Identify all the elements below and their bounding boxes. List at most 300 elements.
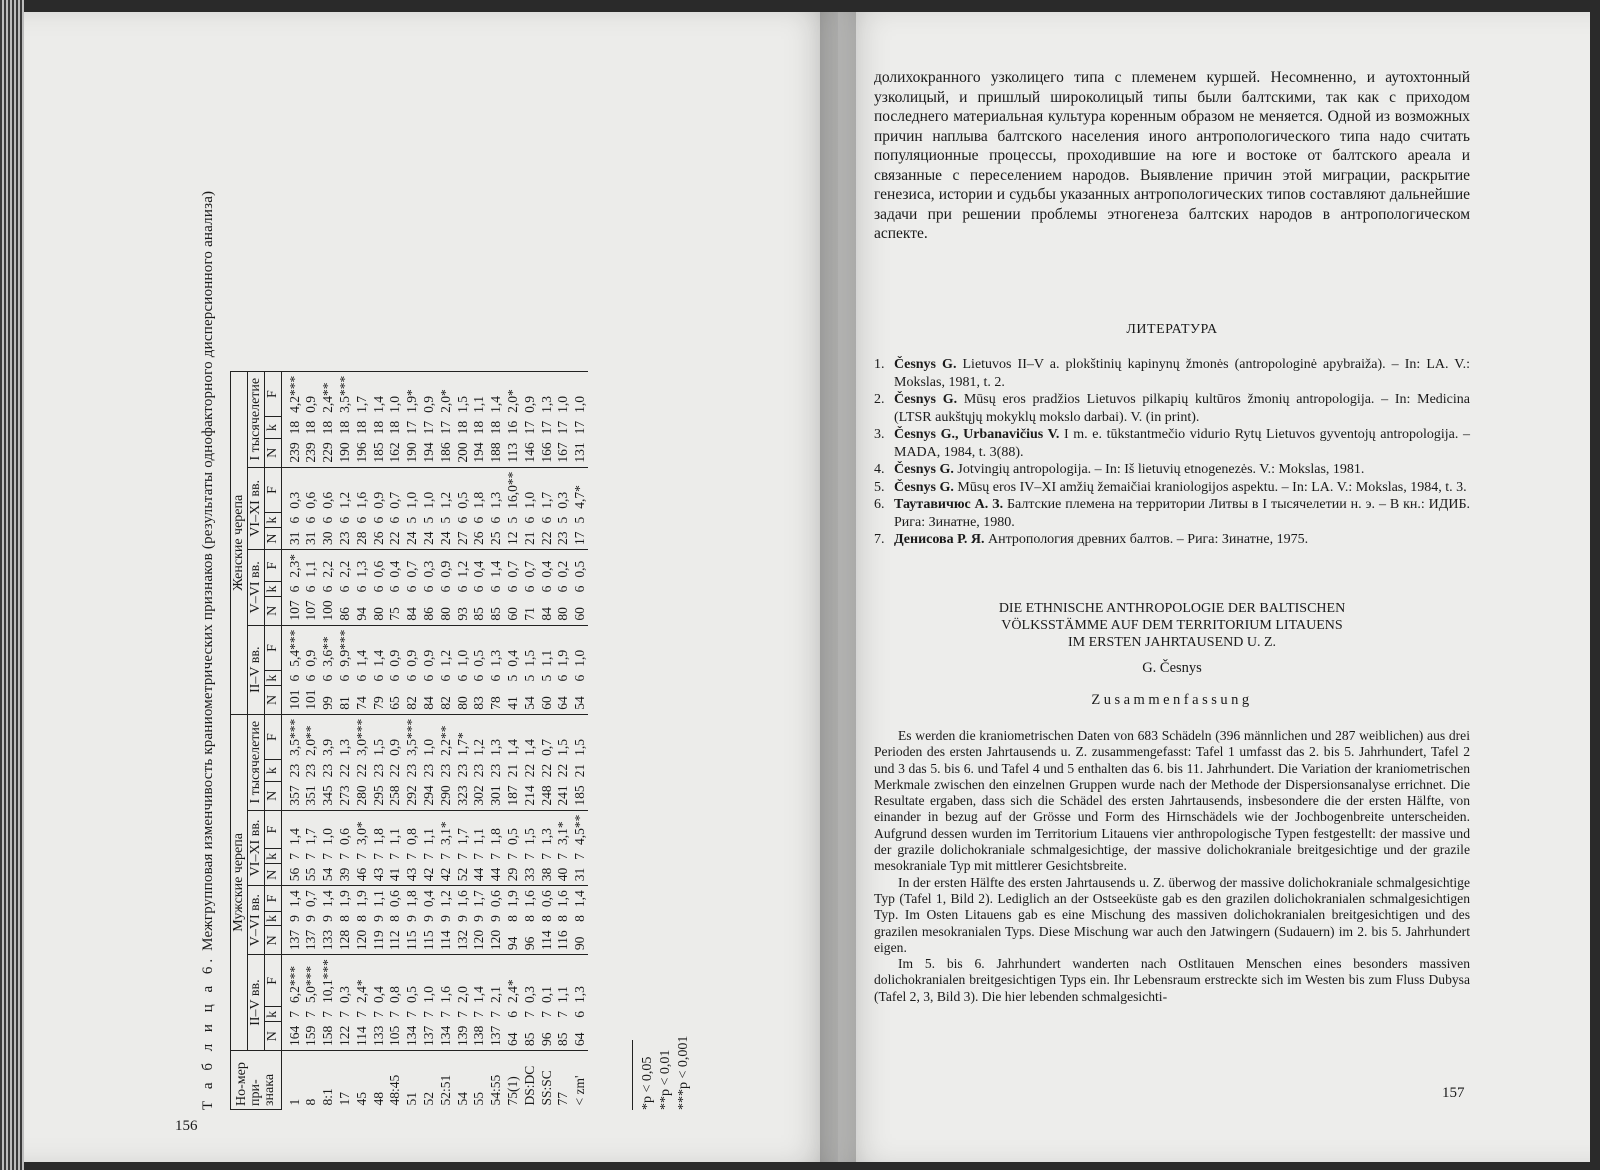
f-cell: 2,4* (504, 955, 521, 1007)
table-caption (200, 110, 217, 1110)
n-cell: 12 (505, 531, 520, 545)
n-cell: 27 (454, 531, 470, 545)
k-cell: 7 (538, 853, 554, 860)
f-cell: 2,2 (336, 550, 353, 582)
f-cell: 3,0*** (353, 714, 370, 760)
reference-text: I m. e. tūkstantmečio vidurio Rytų Lietuvos gyventojų antropologija. – MADA, 1984, t. 3(88). (894, 427, 1470, 460)
f-cell: 3,1* (555, 810, 572, 849)
n-cell: 302 (471, 785, 487, 806)
k-cell: 9 (404, 915, 420, 922)
k-cell: 17 (572, 420, 588, 435)
n-cell: 345 (320, 785, 336, 806)
k-cell: 8 (337, 915, 353, 922)
k-cell: 23 (488, 763, 504, 778)
f-cell: 0,5 (454, 467, 471, 513)
n-cell: 241 (555, 785, 571, 806)
k-cell: 7 (370, 1011, 386, 1018)
table-row (555, 371, 572, 1109)
craniometric-table (230, 371, 588, 1110)
k-cell: 7 (286, 853, 302, 860)
n-cell: 158 (320, 1025, 336, 1046)
f-cell: 0,5 (404, 955, 421, 1007)
f-cell: 1,1 (471, 810, 488, 849)
k-cell: 6 (471, 585, 487, 593)
k-cell: 6 (370, 674, 386, 682)
k-cell: 6 (505, 1011, 520, 1018)
f-cell: 1,0 (387, 371, 404, 417)
n-cell: 194 (471, 442, 487, 463)
n-cell: 200 (454, 442, 470, 463)
reference-number: 2. (874, 392, 885, 407)
k-cell: 6 (337, 585, 353, 593)
k-cell: 6 (303, 585, 319, 593)
n-cell: 186 (437, 442, 453, 463)
f-cell: 0,3 (282, 467, 303, 513)
k-cell: 7 (387, 1011, 403, 1018)
n-cell: 22 (538, 531, 554, 545)
k-cell: 6 (421, 585, 437, 593)
f-cell: 4,7* (572, 467, 589, 513)
header-period-m-4: I тысячелетие (248, 714, 265, 810)
n-cell: 83 (471, 696, 487, 710)
n-cell: 138 (471, 1025, 487, 1046)
feature-number-cell: 77 (555, 1051, 572, 1110)
reference-text: Антропология древних балтов. – Рига: Зинатне, 1975. (988, 532, 1309, 547)
k-cell: 5 (437, 516, 453, 524)
k-cell: 23 (471, 763, 487, 778)
f-cell: 4,2*** (282, 371, 303, 417)
feature-number-cell: 54:55 (488, 1051, 505, 1110)
k-cell: 6 (370, 585, 386, 593)
k-cell: 6 (454, 674, 470, 682)
feature-number-cell: 8 (303, 1051, 320, 1110)
n-cell: 188 (488, 442, 504, 463)
intro-text: долихокранного узколицего типа с племенем куршей. Несомненно, и аутохтонный узколицый, и пришлый широколицый типы были балтскими, так как с приходом последнего материальная культура коренным образом не меняется. Одной из возможных причин наплыва балтского населения иного антропологического типа надо считать популяционные процессы, проходившие на юге и востоке от балтского ареала и связанные с переселением народов. Выявление причин этой миграции, раскрытие генезиса, истории и судьбы указанных антропологических типов составляют дальнейшие задачи при решении проблемы этногенеза балтских народов в антропологическом аспекте. (874, 69, 1470, 242)
k-cell: 21 (505, 763, 520, 778)
k-cell: 7 (471, 1011, 487, 1018)
n-cell: 29 (505, 867, 520, 882)
table-row (471, 371, 488, 1109)
feature-number-cell: 55 (471, 1051, 488, 1110)
feature-number-cell: 54 (454, 1051, 471, 1110)
f-cell: 3,6** (320, 625, 337, 671)
notes-rule (632, 1040, 633, 1110)
k-cell: 7 (437, 1011, 453, 1018)
k-cell: 6 (404, 674, 420, 682)
reference-number: 7. (874, 532, 885, 547)
n-cell: 167 (555, 442, 571, 463)
f-cell: 0,6 (538, 886, 555, 911)
k-cell: 7 (521, 1011, 537, 1018)
f-cell: 0,9 (420, 371, 437, 417)
n-cell: 185 (370, 442, 386, 463)
header-sub-k: k (265, 849, 282, 864)
page-number-left: 156 (175, 1118, 198, 1134)
k-cell: 6 (337, 674, 353, 682)
feature-number-cell: 1 (282, 1051, 303, 1110)
n-cell: 133 (320, 929, 336, 951)
k-cell: 7 (421, 1011, 437, 1018)
feature-number-cell: 8:1 (320, 1051, 337, 1110)
n-cell: 164 (286, 1025, 302, 1046)
n-cell: 84 (404, 607, 420, 621)
k-cell: 23 (437, 763, 453, 778)
n-cell: 74 (353, 696, 369, 710)
f-cell: 0,9 (437, 550, 454, 582)
n-cell: 239 (286, 442, 302, 463)
n-cell: 137 (488, 1025, 504, 1046)
n-cell: 99 (320, 696, 336, 710)
n-cell: 107 (286, 600, 302, 621)
f-cell: 0,3 (420, 550, 437, 582)
f-cell: 1,1 (538, 625, 555, 671)
table-row (488, 371, 505, 1109)
k-cell: 6 (320, 585, 336, 593)
feature-number-cell: 45 (353, 1051, 370, 1110)
n-cell: 248 (538, 785, 554, 806)
f-cell: 1,7 (303, 810, 320, 849)
k-cell: 7 (320, 853, 336, 860)
table-row (504, 371, 521, 1109)
header-period-w-3: VI–XI вв. (248, 467, 265, 549)
f-cell: 2,2** (437, 714, 454, 760)
n-cell: 101 (286, 689, 302, 710)
f-cell: 1,4 (320, 886, 337, 911)
f-cell: 0,9 (303, 371, 320, 417)
k-cell: 22 (555, 763, 571, 778)
k-cell: 7 (572, 853, 588, 860)
f-cell: 0,3 (555, 467, 572, 513)
f-cell: 1,5 (521, 810, 538, 849)
n-cell: 80 (454, 696, 470, 710)
f-cell: 1,6 (437, 955, 454, 1007)
reference-author: Денисова Р. Я. (894, 532, 988, 547)
n-cell: 146 (521, 442, 537, 463)
n-cell: 94 (353, 607, 369, 621)
reference-number: 6. (874, 497, 885, 512)
k-cell: 6 (370, 516, 386, 524)
f-cell: 0,6 (336, 810, 353, 849)
f-cell: 1,6 (555, 886, 572, 911)
k-cell: 7 (337, 1011, 353, 1018)
reference-item (874, 461, 1470, 479)
f-cell: 1,4 (370, 625, 387, 671)
k-cell: 6 (454, 516, 470, 524)
n-cell: 84 (538, 607, 554, 621)
n-cell: 185 (572, 785, 588, 806)
k-cell: 6 (538, 585, 554, 593)
k-cell: 17 (404, 420, 420, 435)
k-cell: 9 (421, 915, 437, 922)
header-sub-n: N (265, 926, 282, 955)
n-cell: 357 (286, 785, 302, 806)
f-cell: 1,4 (282, 810, 303, 849)
f-cell: 1,1 (370, 886, 387, 911)
n-cell: 100 (320, 600, 336, 621)
k-cell: 7 (488, 853, 504, 860)
reference-text: Jotvingių antropologija. – In: Iš lietuvių etnogenezės. V.: Mokslas, 1981. (957, 462, 1365, 477)
f-cell: 1,2 (454, 550, 471, 582)
n-cell: 114 (353, 1026, 369, 1046)
n-cell: 159 (303, 1025, 319, 1046)
n-cell: 55 (303, 867, 319, 882)
k-cell: 8 (572, 915, 588, 922)
n-cell: 85 (471, 607, 487, 621)
k-cell: 21 (572, 763, 588, 778)
k-cell: 9 (303, 915, 319, 922)
n-cell: 81 (337, 696, 353, 710)
k-cell: 17 (437, 420, 453, 435)
header-period-m-3: VI–XI вв. (248, 810, 265, 886)
k-cell: 7 (454, 1011, 470, 1018)
k-cell: 7 (286, 1011, 302, 1018)
f-cell: 0,9 (521, 371, 538, 417)
f-cell: 1,0 (555, 371, 572, 417)
f-cell: 0,9 (370, 467, 387, 513)
k-cell: 23 (404, 763, 420, 778)
n-cell: 23 (555, 531, 571, 545)
header-sub-k: k (265, 513, 282, 528)
f-cell: 2,4** (320, 371, 337, 417)
n-cell: 21 (521, 531, 537, 545)
k-cell: 6 (437, 674, 453, 682)
k-cell: 23 (320, 763, 336, 778)
header-sub-f: F (265, 550, 282, 582)
n-cell: 64 (505, 1032, 520, 1046)
f-cell: 1,8 (488, 810, 505, 849)
table-row (521, 371, 538, 1109)
f-cell: 0,6 (370, 550, 387, 582)
feature-number-cell: < zm' (572, 1051, 589, 1110)
f-cell: 1,5 (454, 371, 471, 417)
n-cell: 24 (437, 531, 453, 545)
table-row (303, 371, 320, 1109)
f-cell: 1,4 (572, 886, 589, 911)
f-cell: 1,1 (303, 550, 320, 582)
feature-number-cell: 51 (404, 1051, 421, 1110)
k-cell: 6 (337, 516, 353, 524)
header-male-skulls: Мужские черепа (231, 714, 248, 1050)
k-cell: 6 (421, 674, 437, 682)
f-cell: 0,4 (504, 625, 521, 671)
f-cell: 2,2 (320, 550, 337, 582)
f-cell: 1,3 (538, 810, 555, 849)
table-row (437, 371, 454, 1109)
note-p005: *p < 0,05 (640, 1056, 655, 1110)
table-row (420, 371, 437, 1109)
n-cell: 23 (337, 531, 353, 545)
n-cell: 71 (521, 607, 537, 621)
k-cell: 22 (521, 763, 537, 778)
literature-heading: ЛИТЕРАТУРА (1126, 322, 1218, 337)
f-cell: 16,0** (504, 467, 521, 513)
k-cell: 6 (437, 585, 453, 593)
reference-number: 1. (874, 357, 885, 372)
f-cell: 3,9 (320, 714, 337, 760)
header-sub-k: k (265, 911, 282, 926)
reference-item (874, 356, 1470, 391)
n-cell: 54 (572, 696, 588, 710)
f-cell: 1,1 (420, 810, 437, 849)
n-cell: 44 (471, 867, 487, 882)
header-period-w-1: II–V вв. (248, 625, 265, 714)
f-cell: 5,4*** (282, 625, 303, 671)
header-sub-f: F (265, 955, 282, 1007)
f-cell: 0,9 (303, 625, 320, 671)
rotated-table-block (200, 110, 800, 1110)
n-cell: 290 (437, 785, 453, 806)
k-cell: 6 (538, 516, 554, 524)
n-cell: 31 (303, 531, 319, 545)
k-cell: 18 (370, 420, 386, 435)
k-cell: 6 (303, 516, 319, 524)
f-cell: 1,3 (488, 625, 505, 671)
k-cell: 6 (404, 585, 420, 593)
german-paragraph-1: Es werden die kraniometrischen Daten von 683 Schädeln (396 männlichen und 287 weiblichen) aus drei Perioden des ersten Jahrtausends u. Z. zusammengefasst: Tafel 1 umfasst das 2. bis 5. Jahrhundert, Tafel 2 und 3 das 5. bis 6. und Tafel 4 und 5 enthalten das 6. bis 11. Jahrhundert. Die Variation der kraniometrischen Merkmale zwischen den einzelnen Gruppen wurde nach der Methode der Dispersionsanalyse errichnet. Die Resultate ergaben, dass sich die Schädel des ersten Jahrtausends, insbesondere die der ersten Hälfte, von einander in bezug auf der Grösse und Form des Hirnschädels wie der Jochbogenbreite unterscheiden. Aufgrund dessen wurden im Territorium Litauens vier anthropologische Typen festgestellt: der massive und der grazile dolichokraniale schmalgesichtige, der massive dolichokraniale breitgesichtige und der grazile mesokraniale Typ mit mittlerer Gesichtsbreite. (874, 728, 1470, 874)
f-cell: 0,7 (404, 550, 421, 582)
f-cell: 1,1 (387, 810, 404, 849)
n-cell: 41 (387, 867, 403, 882)
f-cell: 4,5** (572, 810, 589, 849)
n-cell: 60 (572, 607, 588, 621)
k-cell: 16 (505, 420, 520, 435)
k-cell: 6 (303, 674, 319, 682)
n-cell: 101 (303, 689, 319, 710)
f-cell: 0,6 (320, 467, 337, 513)
german-author: G. Česnys (1142, 660, 1202, 676)
feature-number-cell: SS:SC (538, 1051, 555, 1110)
n-cell: 162 (387, 442, 403, 463)
n-cell: 80 (437, 607, 453, 621)
reference-author: Česnys G. (894, 479, 958, 495)
f-cell: 1,3 (572, 955, 589, 1007)
f-cell: 1,4 (521, 714, 538, 760)
n-cell: 31 (572, 867, 588, 882)
n-cell: 132 (454, 929, 470, 951)
n-cell: 17 (572, 531, 588, 545)
page-edges (0, 0, 24, 1170)
f-cell: 1,2 (437, 886, 454, 911)
n-cell: 137 (421, 1025, 437, 1046)
feature-number-cell: 75(1) (504, 1051, 521, 1110)
header-sub-f: F (265, 467, 282, 513)
feature-number-cell: DS:DC (521, 1051, 538, 1110)
table-row (454, 371, 471, 1109)
reference-text: Балтские племена на территории Литвы в I тысячелетии н. э. – В кн.: ИДИБ. Рига: Зинатне, 1980. (894, 497, 1470, 530)
k-cell: 9 (286, 915, 302, 922)
n-cell: 43 (404, 867, 420, 882)
german-title-line-2: VÖLKSSTÄMME AUF DEM TERRITORIUM LITAUENS (1001, 618, 1343, 633)
table-row (387, 371, 404, 1109)
f-cell: 0,9 (404, 625, 421, 671)
f-cell: 1,7 (353, 371, 370, 417)
f-cell: 0,7 (303, 886, 320, 911)
f-cell: 1,9 (555, 625, 572, 671)
k-cell: 9 (370, 915, 386, 922)
k-cell: 6 (521, 585, 537, 593)
n-cell: 42 (437, 867, 453, 882)
n-cell: 292 (404, 785, 420, 806)
f-cell: 1,7 (538, 467, 555, 513)
k-cell: 18 (454, 420, 470, 435)
note-p0001: ***p < 0,001 (676, 1035, 691, 1110)
table-row (370, 371, 387, 1109)
n-cell: 131 (572, 442, 588, 463)
n-cell: 85 (521, 1032, 537, 1046)
k-cell: 6 (572, 674, 588, 682)
f-cell: 1,0 (420, 714, 437, 760)
n-cell: 119 (370, 930, 386, 951)
reference-author: Česnys G. (894, 392, 964, 407)
k-cell: 5 (505, 674, 520, 682)
n-cell: 60 (538, 696, 554, 710)
n-cell: 46 (353, 867, 369, 882)
n-cell: 25 (488, 531, 504, 545)
n-cell: 80 (555, 607, 571, 621)
k-cell: 18 (353, 420, 369, 435)
reference-item (874, 531, 1470, 549)
f-cell: 1,0 (572, 371, 589, 417)
k-cell: 6 (320, 674, 336, 682)
k-cell: 18 (471, 420, 487, 435)
f-cell: 0,6 (303, 467, 320, 513)
k-cell: 5 (538, 674, 554, 682)
k-cell: 7 (303, 853, 319, 860)
k-cell: 23 (303, 763, 319, 778)
f-cell: 0,5 (471, 625, 488, 671)
f-cell: 1,9* (404, 371, 421, 417)
f-cell: 0,7 (521, 550, 538, 582)
n-cell: 54 (320, 867, 336, 882)
table-row (282, 371, 303, 1109)
table-caption-text: Межгрупповая изменчивость краниометрических признаков (результаты однофакторного дисперсионного анализа) (200, 190, 216, 951)
n-cell: 78 (488, 696, 504, 710)
n-cell: 33 (521, 867, 537, 882)
k-cell: 6 (572, 1011, 588, 1018)
f-cell: 2,1 (488, 955, 505, 1007)
n-cell: 139 (454, 1025, 470, 1046)
k-cell: 18 (387, 420, 403, 435)
n-cell: 54 (521, 696, 537, 710)
header-sub-k: k (265, 671, 282, 686)
f-cell: 0,9 (387, 625, 404, 671)
k-cell: 6 (471, 674, 487, 682)
n-cell: 229 (320, 442, 336, 463)
f-cell: 1,4 (504, 714, 521, 760)
table-row (320, 371, 337, 1109)
f-cell: 0,2 (555, 550, 572, 582)
k-cell: 8 (505, 915, 520, 922)
k-cell: 8 (555, 915, 571, 922)
k-cell: 9 (488, 915, 504, 922)
k-cell: 22 (353, 763, 369, 778)
k-cell: 7 (337, 853, 353, 860)
k-cell: 23 (454, 763, 470, 778)
k-cell: 7 (370, 853, 386, 860)
k-cell: 7 (505, 853, 520, 860)
k-cell: 7 (421, 853, 437, 860)
k-cell: 6 (387, 516, 403, 524)
k-cell: 17 (538, 420, 554, 435)
k-cell: 6 (454, 585, 470, 593)
n-cell: 166 (538, 442, 554, 463)
k-cell: 6 (555, 585, 571, 593)
n-cell: 60 (505, 607, 520, 621)
n-cell: 31 (286, 531, 302, 545)
k-cell: 7 (404, 1011, 420, 1018)
f-cell: 3,5*** (336, 371, 353, 417)
reference-author: Česnys G. (894, 357, 963, 372)
